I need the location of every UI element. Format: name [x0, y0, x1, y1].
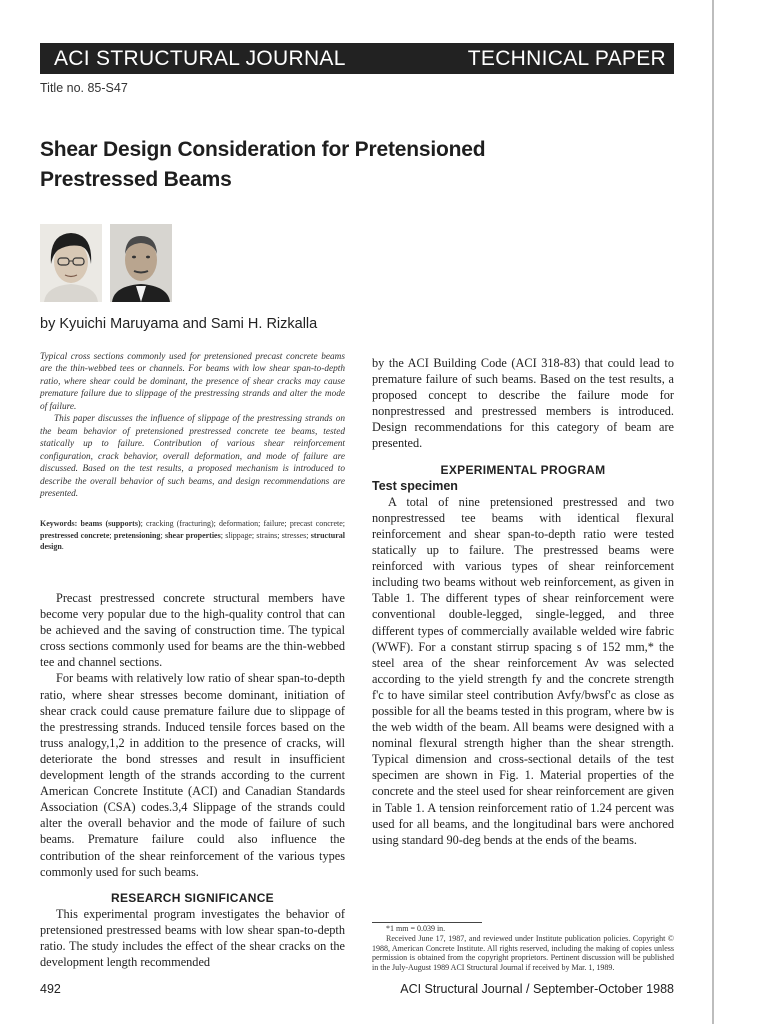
- footnote-rule: [372, 922, 482, 923]
- paper-title: [40, 135, 485, 195]
- experimental-program-heading: EXPERIMENTAL PROGRAM: [440, 462, 606, 477]
- continued-paragraph: by the ACI Building Code (ACI 318-83) that could lead to premature failure of such beams. Based on the test results, a proposed concept to describe the failure mode for nonprestressed and prestressed members is introduced. Design recommendations for this category of beam are presented.: [372, 356, 674, 451]
- page-spine: [712, 0, 714, 1024]
- abstract-paragraph-1: Typical cross sections commonly used for pretensioned precast concrete beams are the thin-webbed tees or channels. For beams with low shear span-to-depth ratio, where shear could be dominant, the presence of shear cracks may cause premature failure due to slippage of the prestressing strands and alter the mode of failure.: [40, 352, 345, 412]
- keyword-0: beams (supports): [77, 519, 141, 528]
- journal-name: ACI STRUCTURAL JOURNAL: [54, 47, 346, 70]
- abstract: [40, 351, 345, 500]
- unit-conversion-note: *1 mm = 0.039 in.: [386, 924, 446, 933]
- footnote: [372, 924, 674, 973]
- research-significance-heading: RESEARCH SIGNIFICANCE: [111, 890, 274, 905]
- author-photo-maruyama: [40, 224, 102, 302]
- abstract-paragraph-2: This paper discusses the influence of slippage of the prestressing strands on the beam behavior of pretensioned prestressed concrete tee beams, tested statically up to failure. Contribution of various shear reinforcement configuration, crack behavior, overall deformation, and mode of failure are discussed. Based on the test results, a proposed mechanism is introduced to describe the overall behavior of such beams, and design recommendations are presented.: [40, 414, 345, 499]
- intro-paragraph-1: Precast prestressed concrete structural members have become very popular due to the high-quality control that can be achieved and the saving of construction time. The typical cross sections commonly used for beams are the thin-webbed tee and channel sections.: [40, 591, 345, 670]
- page-number: 492: [40, 982, 61, 996]
- keywords: [40, 518, 345, 553]
- portrait-icon: [110, 224, 172, 302]
- intro-paragraph-2: For beams with relatively low ratio of shear span-to-depth ratio, where shear stresses become dominant, initiation of shear crack could cause premature failure due to slippage of the prestressing strands. Induced tensile forces based on the truss analogy,1,2 in addition to the presence of cracks, will deteriorate the bond stresses and result in insufficient development length of the strands according to the current American Concrete Institute (ACI) and Canadian Standards Association (CSA) codes.3,4 Slippage of the strands could alter the overall behavior and the mode of failure of such beams. Premature failure could also influence the contribution of the shear reinforcement of the various types commonly used for such beams.: [40, 671, 345, 879]
- portrait-icon: [40, 224, 102, 302]
- keyword-8: structural design: [40, 530, 345, 551]
- journal-header-bar: [40, 43, 674, 74]
- paper-title-line-2: Prestressed Beams: [40, 168, 232, 191]
- author-byline: by Kyuichi Maruyama and Sami H. Rizkalla: [40, 316, 318, 332]
- keyword-2: prestressed concrete: [40, 530, 110, 540]
- keyword-1: ; cracking (fracturing); deformation; failure; precast concrete;: [140, 519, 345, 528]
- paper-title-line-1: Shear Design Consideration for Pretensioned: [40, 138, 486, 161]
- title-number: Title no. 85-S47: [40, 81, 128, 95]
- keyword-7: ; slippage; strains; stresses;: [220, 530, 311, 540]
- journal-footer: ACI Structural Journal / September-October 1988: [400, 982, 674, 996]
- author-photo-rizkalla: [110, 224, 172, 302]
- test-specimen-paragraph: A total of nine pretensioned prestressed and two nonprestressed tee beams with identical flexural reinforcement and shear span-to-depth ratio were tested statically up to failure. The prestressed beams were reinforced with various types of shear reinforcement including two beams without web reinforcement, as given in Table 1. The different types of shear reinforcement were conventional double-legged, single-legged, and three different types of commercially available welded wire fabric (WWF). For a constant stirrup spacing s of 152 mm,* the steel area of the shear reinforcement Av was selected according to the yield strength fy and the concrete strength f'c to have similar steel contribution Avfy/bwsf'c as close as possible for all the beams tested in this program, where bw is the web width of the beam. All beams were designed with a nominal flexural strength higher than the shear strength. Typical dimension and cross-sectional details of the test specimen are shown in Fig. 1. Material properties of the concrete and the steel used for shear reinforcement are given in Table 1. A tension reinforcement ratio of 1.24 percent was used for all beams, and the longitudinal bars were anchored using standard 90-deg bends at the ends of the beams.: [372, 494, 674, 847]
- keyword-3: ;: [109, 530, 114, 540]
- keyword-4: pretensioning: [113, 530, 161, 540]
- test-specimen-heading: Test specimen: [372, 478, 458, 493]
- research-paragraph: This experimental program investigates the behavior of pretensioned prestressed beams with low shear span-to-depth ratio. The study includes the effect of the shear cracks on the development length recommended: [40, 906, 345, 970]
- keyword-6: shear properties: [164, 530, 221, 540]
- received-note: Received June 17, 1987, and reviewed under Institute publication policies. Copyright © 1988, American Concrete Institute. All rights reserved, including the making of copies unless permission is obtained from the copyright proprietors. Pertinent discussion will be published in the July-August 1989 ACI Structural Journal if received by Mar. 1, 1989.: [372, 933, 674, 973]
- paper-type: TECHNICAL PAPER: [467, 47, 666, 70]
- body-left-column: [40, 590, 345, 970]
- keyword-5: ;: [160, 530, 165, 540]
- keywords-label: Keywords:: [40, 519, 78, 528]
- body-right-column: [372, 355, 674, 848]
- keyword-9: .: [61, 542, 64, 551]
